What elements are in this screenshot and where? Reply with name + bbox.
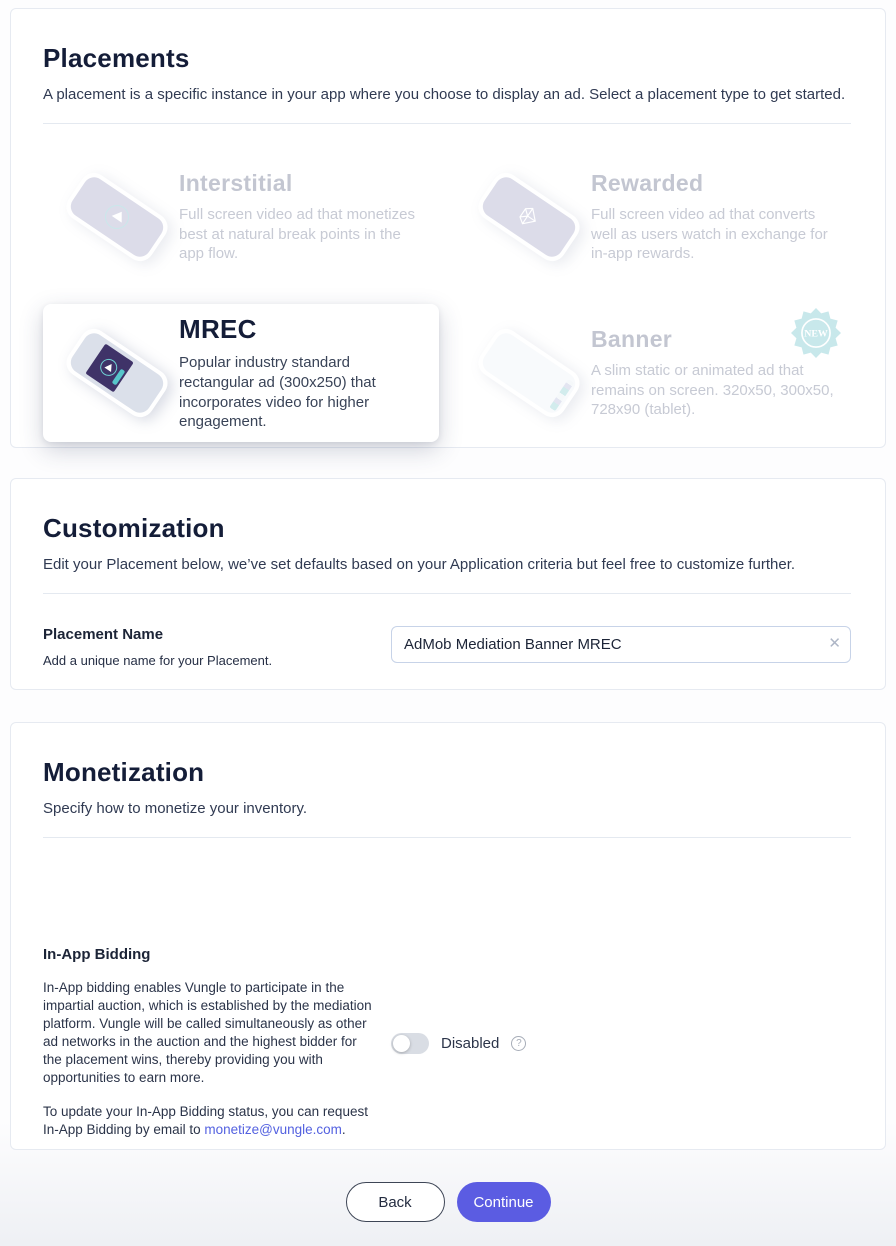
toggle-knob <box>393 1035 410 1052</box>
placement-type-title: Interstitial <box>179 169 293 196</box>
mrec-ad-illustration <box>85 344 133 393</box>
note-text: To update your In-App Bidding status, you can request In-App Bidding by email to <box>43 1103 368 1137</box>
placements-title: Placements <box>43 43 190 73</box>
divider <box>43 837 851 838</box>
placement-type-banner[interactable] <box>455 304 851 442</box>
in-app-bidding-toggle[interactable] <box>391 1033 429 1054</box>
new-badge-icon <box>791 308 841 358</box>
placement-type-title: MREC <box>179 314 257 344</box>
back-button[interactable]: Back <box>346 1182 445 1222</box>
placement-type-description: Full screen video ad that monetizes best at natural break points in the app flow. <box>179 205 415 263</box>
placement-type-title: Rewarded <box>591 169 704 196</box>
monetize-email-link[interactable]: monetize@vungle.com <box>204 1121 342 1137</box>
rewarded-phone-illustration <box>467 164 591 270</box>
divider <box>43 593 851 594</box>
in-app-bidding-row <box>43 946 851 1139</box>
in-app-bidding-label: In-App Bidding <box>43 946 151 963</box>
placement-name-row <box>43 626 851 668</box>
placements-subtitle: A placement is a specific instance in your app where you choose to display an ad. Select a placement type to get started. <box>43 86 846 103</box>
placement-type-grid <box>43 154 851 442</box>
placement-type-interstitial[interactable] <box>43 154 439 280</box>
placement-type-mrec-selected[interactable] <box>43 304 439 442</box>
continue-button[interactable]: Continue <box>457 1182 551 1222</box>
placement-type-description: Popular industry standard rectangular ad (300x250) that incorporates video for higher engagement. <box>179 354 376 431</box>
banner-phone-illustration <box>467 320 591 426</box>
monetization-section <box>10 722 886 1150</box>
interstitial-phone-illustration <box>55 164 179 270</box>
customization-section <box>10 478 886 690</box>
mrec-phone-illustration <box>55 320 179 426</box>
in-app-bidding-note <box>43 1103 375 1139</box>
gem-icon <box>516 204 542 231</box>
placement-type-description: A slim static or animated ad that remains on screen. 320x50, 300x50, 728x90 (tablet). <box>591 361 834 419</box>
placements-section <box>10 8 886 448</box>
customization-subtitle: Edit your Placement below, we’ve set defaults based on your Application criteria but feel free to customize further. <box>43 556 796 573</box>
in-app-bidding-description: In-App bidding enables Vungle to participate in the impartial auction, which is established by the mediation platform. Vungle will be called simultaneously as other ad networks in the auction and the highest bidder for the placement wins, thereby providing you with opportunities to earn more. <box>43 980 372 1085</box>
clear-input-icon[interactable]: ✕ <box>828 635 841 652</box>
placement-name-label: Placement Name <box>43 626 164 643</box>
banner-ad-strip <box>549 379 574 411</box>
placement-type-title: Banner <box>591 325 673 352</box>
placement-name-help: Add a unique name for your Placement. <box>43 653 273 668</box>
placement-type-rewarded[interactable] <box>455 154 851 280</box>
monetization-subtitle: Specify how to monetize your inventory. <box>43 800 308 817</box>
placement-type-description: Full screen video ad that converts well as users watch in exchange for in-app rewards. <box>591 205 828 263</box>
divider <box>43 123 851 124</box>
placement-name-input[interactable] <box>391 626 851 663</box>
play-icon <box>100 200 133 233</box>
footer-actions <box>0 1182 896 1222</box>
help-icon[interactable]: ? <box>511 1036 526 1051</box>
note-period: . <box>341 1121 346 1137</box>
monetization-title: Monetization <box>43 757 205 787</box>
svg-text:NEW: NEW <box>804 328 828 340</box>
in-app-bidding-status: Disabled <box>441 1034 500 1052</box>
customization-title: Customization <box>43 513 225 543</box>
